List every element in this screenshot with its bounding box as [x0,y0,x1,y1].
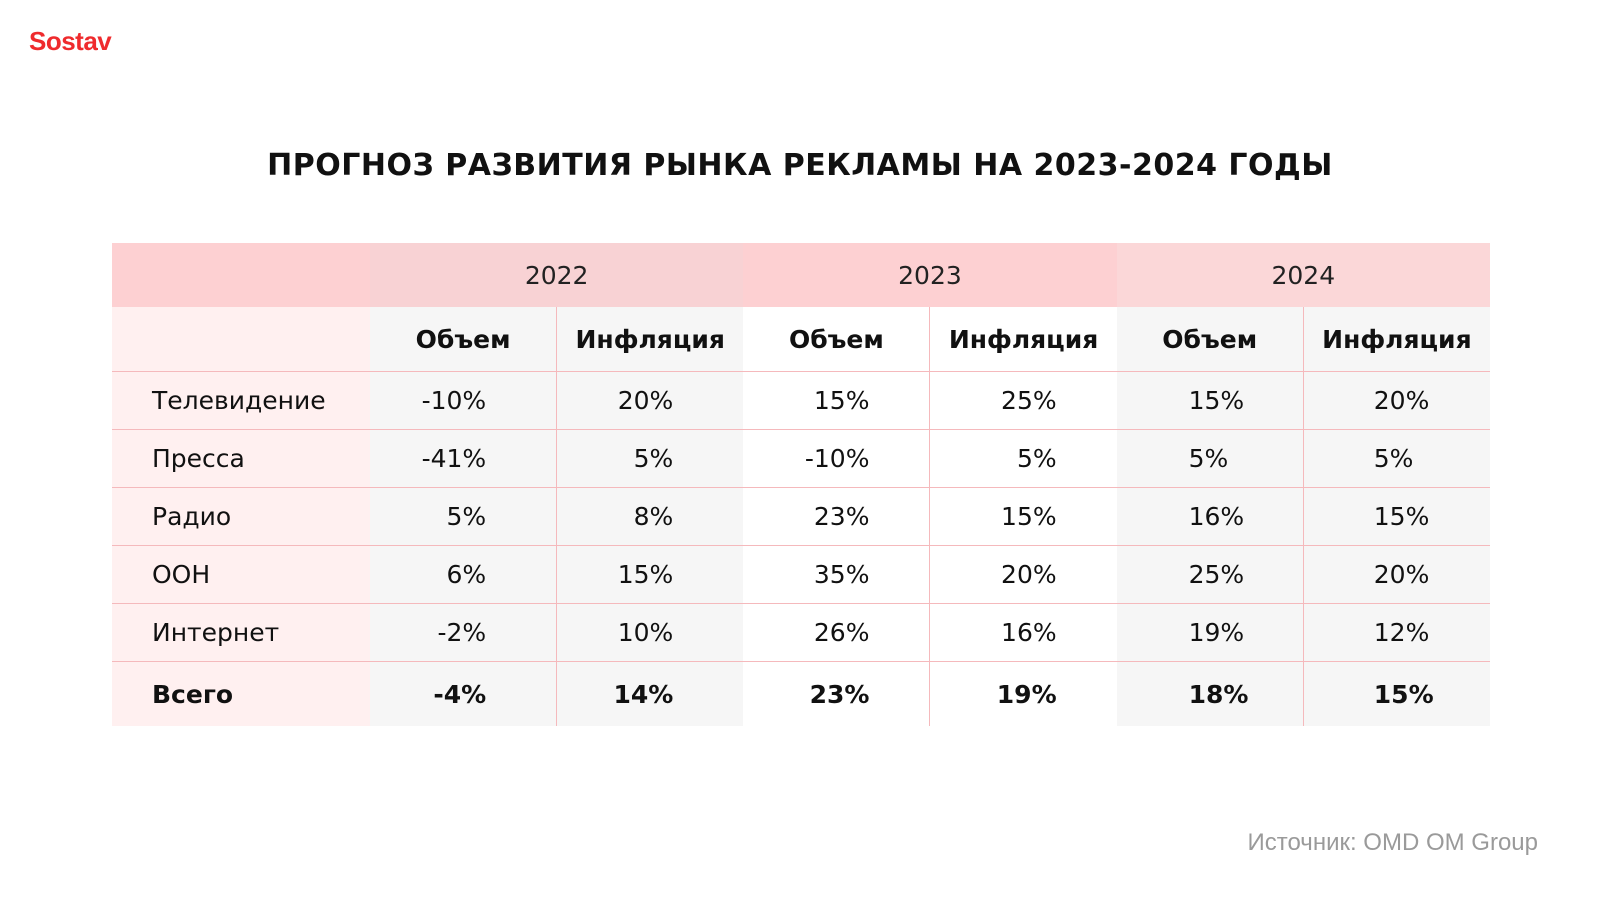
total-cell: -4% [370,662,557,727]
table-cell: 26% [743,604,930,662]
column-header: Инфляция [930,307,1117,372]
total-cell: 23% [743,662,930,727]
table-row [112,546,1490,604]
year-header: 2022 [370,243,743,307]
table-cell: 15% [930,488,1117,546]
table-cell: 8% [557,488,744,546]
table-row [112,430,1490,488]
table-cell: 12% [1303,604,1490,662]
table-cell: 15% [1117,372,1304,430]
table-cell: 10% [557,604,744,662]
table-cell: 20% [557,372,744,430]
table-cell: 20% [1303,546,1490,604]
table-row [112,604,1490,662]
table-cell: 5% [930,430,1117,488]
total-cell: 15% [1303,662,1490,727]
table-cell: -10% [743,430,930,488]
sostav-logo: Sostav [29,26,112,56]
row-label: OOH [112,546,370,604]
table-row [112,488,1490,546]
column-header: Объем [1117,307,1304,372]
column-header: Инфляция [1303,307,1490,372]
header-corner [112,243,370,307]
total-cell: 19% [930,662,1117,727]
table-cell: 15% [743,372,930,430]
table-cell: 5% [1303,430,1490,488]
table-cell: 25% [930,372,1117,430]
row-label: Радио [112,488,370,546]
page-title: ПРОГНОЗ РАЗВИТИЯ РЫНКА РЕКЛАМЫ НА 2023-2024 ГОДЫ [267,148,1333,183]
table-cell: -2% [370,604,557,662]
table-cell: 15% [557,546,744,604]
total-row [112,662,1490,727]
row-label: Телевидение [112,372,370,430]
table-cell: -10% [370,372,557,430]
table-cell: 35% [743,546,930,604]
subheader-row [112,307,1490,372]
table-cell: 25% [1117,546,1304,604]
subheader-corner [112,307,370,372]
table-cell: 16% [1117,488,1304,546]
source-note: Источник: OMD OM Group [1247,829,1538,856]
table-cell: 5% [1117,430,1304,488]
table-cell: 20% [930,546,1117,604]
row-label: Интернет [112,604,370,662]
table-cell: 23% [743,488,930,546]
forecast-table [112,243,1490,726]
year-header: 2024 [1117,243,1490,307]
year-header: 2023 [743,243,1116,307]
row-label: Всего [112,662,370,727]
table-cell: 6% [370,546,557,604]
row-label: Пресса [112,430,370,488]
total-cell: 18% [1117,662,1304,727]
table-cell: -41% [370,430,557,488]
column-header: Инфляция [557,307,744,372]
column-header: Объем [743,307,930,372]
table-cell: 16% [930,604,1117,662]
table-cell: 5% [557,430,744,488]
year-header-row [112,243,1490,307]
table-cell: 5% [370,488,557,546]
table-row [112,372,1490,430]
table-cell: 15% [1303,488,1490,546]
table-cell: 19% [1117,604,1304,662]
column-header: Объем [370,307,557,372]
table-cell: 20% [1303,372,1490,430]
total-cell: 14% [557,662,744,727]
